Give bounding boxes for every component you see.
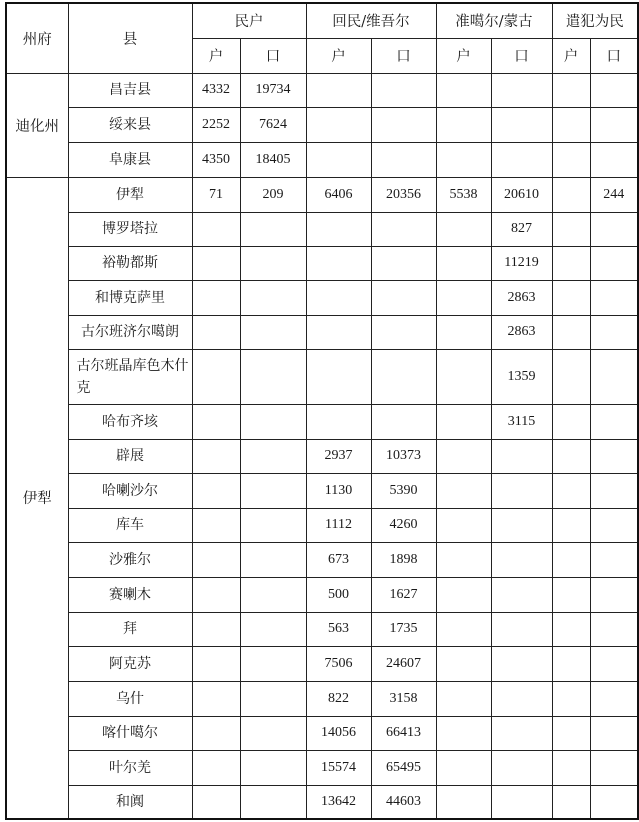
value-cell xyxy=(590,107,638,142)
value-cell xyxy=(240,716,306,750)
value-cell: 71 xyxy=(192,177,240,212)
value-cell: 15574 xyxy=(306,750,371,785)
value-cell: 4260 xyxy=(371,508,436,542)
county-cell: 绥来县 xyxy=(68,107,192,142)
value-cell: 1112 xyxy=(306,508,371,542)
value-cell xyxy=(436,315,491,349)
header-prefecture: 州府 xyxy=(6,3,68,73)
value-cell xyxy=(552,750,590,785)
county-cell: 赛喇木 xyxy=(68,577,192,612)
value-cell xyxy=(371,212,436,246)
value-cell xyxy=(590,750,638,785)
value-cell xyxy=(491,142,552,177)
table-row xyxy=(6,107,638,142)
county-cell: 哈喇沙尔 xyxy=(68,473,192,508)
value-cell xyxy=(590,349,638,404)
value-cell xyxy=(240,681,306,716)
value-cell: 209 xyxy=(240,177,306,212)
value-cell xyxy=(306,73,371,107)
value-cell xyxy=(192,246,240,280)
value-cell xyxy=(192,785,240,819)
value-cell xyxy=(240,508,306,542)
value-cell: 1735 xyxy=(371,612,436,646)
value-cell xyxy=(436,508,491,542)
value-cell xyxy=(491,646,552,681)
county-cell: 喀什噶尔 xyxy=(68,716,192,750)
value-cell: 19734 xyxy=(240,73,306,107)
value-cell xyxy=(240,280,306,315)
value-cell xyxy=(552,349,590,404)
value-cell xyxy=(306,349,371,404)
value-cell xyxy=(590,73,638,107)
value-cell xyxy=(436,750,491,785)
header-kou: 口 xyxy=(491,38,552,73)
value-cell xyxy=(590,646,638,681)
county-cell: 阿克苏 xyxy=(68,646,192,681)
value-cell xyxy=(552,577,590,612)
value-cell: 3115 xyxy=(491,404,552,439)
value-cell: 1627 xyxy=(371,577,436,612)
value-cell xyxy=(552,315,590,349)
value-cell xyxy=(192,315,240,349)
value-cell xyxy=(306,246,371,280)
header-group-qianfan: 遣犯为民 xyxy=(552,3,638,38)
header-row-groups xyxy=(6,3,638,38)
value-cell: 827 xyxy=(491,212,552,246)
value-cell xyxy=(436,612,491,646)
value-cell xyxy=(491,439,552,473)
value-cell xyxy=(436,681,491,716)
value-cell xyxy=(192,349,240,404)
value-cell xyxy=(436,542,491,577)
header-hu: 户 xyxy=(306,38,371,73)
value-cell xyxy=(491,508,552,542)
value-cell xyxy=(240,646,306,681)
table-row xyxy=(6,785,638,819)
value-cell xyxy=(436,73,491,107)
value-cell xyxy=(192,473,240,508)
value-cell: 673 xyxy=(306,542,371,577)
header-hu: 户 xyxy=(552,38,590,73)
value-cell: 13642 xyxy=(306,785,371,819)
value-cell xyxy=(306,142,371,177)
value-cell xyxy=(552,212,590,246)
value-cell: 20610 xyxy=(491,177,552,212)
value-cell xyxy=(436,785,491,819)
value-cell xyxy=(436,404,491,439)
value-cell: 500 xyxy=(306,577,371,612)
value-cell xyxy=(590,142,638,177)
value-cell: 2937 xyxy=(306,439,371,473)
value-cell: 2252 xyxy=(192,107,240,142)
header-group-zhungeer: 准噶尔/蒙古 xyxy=(436,3,552,38)
value-cell xyxy=(590,439,638,473)
value-cell xyxy=(306,280,371,315)
header-county: 县 xyxy=(68,3,192,73)
value-cell: 3158 xyxy=(371,681,436,716)
value-cell xyxy=(371,280,436,315)
census-table-container xyxy=(5,2,639,820)
value-cell xyxy=(436,439,491,473)
value-cell xyxy=(371,246,436,280)
table-row xyxy=(6,750,638,785)
value-cell xyxy=(436,473,491,508)
value-cell: 6406 xyxy=(306,177,371,212)
value-cell xyxy=(240,577,306,612)
value-cell xyxy=(552,785,590,819)
value-cell xyxy=(491,542,552,577)
value-cell xyxy=(491,785,552,819)
value-cell xyxy=(552,508,590,542)
value-cell: 2863 xyxy=(491,280,552,315)
value-cell: 20356 xyxy=(371,177,436,212)
value-cell xyxy=(491,681,552,716)
value-cell xyxy=(436,142,491,177)
value-cell xyxy=(590,612,638,646)
value-cell xyxy=(240,315,306,349)
value-cell xyxy=(590,212,638,246)
value-cell xyxy=(590,315,638,349)
value-cell xyxy=(552,473,590,508)
value-cell xyxy=(552,142,590,177)
value-cell xyxy=(590,280,638,315)
table-row xyxy=(6,246,638,280)
value-cell xyxy=(371,349,436,404)
county-cell: 沙雅尔 xyxy=(68,542,192,577)
value-cell xyxy=(240,785,306,819)
value-cell: 1898 xyxy=(371,542,436,577)
value-cell: 563 xyxy=(306,612,371,646)
county-cell: 乌什 xyxy=(68,681,192,716)
value-cell xyxy=(590,508,638,542)
value-cell: 1130 xyxy=(306,473,371,508)
value-cell xyxy=(192,646,240,681)
value-cell: 66413 xyxy=(371,716,436,750)
value-cell: 7624 xyxy=(240,107,306,142)
value-cell xyxy=(192,404,240,439)
county-cell: 昌吉县 xyxy=(68,73,192,107)
value-cell xyxy=(192,212,240,246)
county-cell: 裕勒都斯 xyxy=(68,246,192,280)
value-cell xyxy=(436,646,491,681)
value-cell: 44603 xyxy=(371,785,436,819)
value-cell: 5390 xyxy=(371,473,436,508)
value-cell: 1359 xyxy=(491,349,552,404)
value-cell xyxy=(192,612,240,646)
value-cell: 65495 xyxy=(371,750,436,785)
value-cell xyxy=(192,542,240,577)
value-cell xyxy=(552,612,590,646)
value-cell xyxy=(192,280,240,315)
table-row xyxy=(6,315,638,349)
value-cell xyxy=(590,404,638,439)
value-cell xyxy=(371,107,436,142)
header-kou: 口 xyxy=(590,38,638,73)
value-cell xyxy=(192,750,240,785)
header-group-huimin: 回民/维吾尔 xyxy=(306,3,436,38)
table-row xyxy=(6,439,638,473)
value-cell xyxy=(552,646,590,681)
county-cell: 拜 xyxy=(68,612,192,646)
table-row xyxy=(6,280,638,315)
value-cell xyxy=(552,681,590,716)
table-row xyxy=(6,716,638,750)
county-cell: 叶尔羌 xyxy=(68,750,192,785)
value-cell: 14056 xyxy=(306,716,371,750)
table-row xyxy=(6,73,638,107)
table-body xyxy=(6,73,638,819)
county-cell: 博罗塔拉 xyxy=(68,212,192,246)
county-cell: 辟展 xyxy=(68,439,192,473)
value-cell xyxy=(306,404,371,439)
value-cell xyxy=(552,716,590,750)
value-cell xyxy=(590,473,638,508)
value-cell xyxy=(240,542,306,577)
value-cell xyxy=(552,439,590,473)
table-row xyxy=(6,473,638,508)
header-kou: 口 xyxy=(240,38,306,73)
value-cell: 4332 xyxy=(192,73,240,107)
value-cell xyxy=(371,404,436,439)
value-cell xyxy=(552,246,590,280)
table-row xyxy=(6,404,638,439)
value-cell xyxy=(590,716,638,750)
county-cell: 库车 xyxy=(68,508,192,542)
value-cell xyxy=(491,473,552,508)
value-cell xyxy=(371,315,436,349)
value-cell xyxy=(371,142,436,177)
table-row xyxy=(6,508,638,542)
table-row xyxy=(6,646,638,681)
table-row xyxy=(6,142,638,177)
value-cell xyxy=(552,542,590,577)
value-cell: 244 xyxy=(590,177,638,212)
value-cell xyxy=(590,542,638,577)
value-cell xyxy=(192,508,240,542)
table-row xyxy=(6,177,638,212)
county-cell: 古尔班晶库色木什克 xyxy=(68,349,192,404)
value-cell xyxy=(552,280,590,315)
value-cell xyxy=(590,785,638,819)
value-cell: 822 xyxy=(306,681,371,716)
value-cell xyxy=(491,73,552,107)
header-hu: 户 xyxy=(436,38,491,73)
value-cell: 18405 xyxy=(240,142,306,177)
value-cell xyxy=(306,212,371,246)
value-cell xyxy=(491,577,552,612)
value-cell xyxy=(436,280,491,315)
value-cell xyxy=(552,177,590,212)
county-cell: 和博克萨里 xyxy=(68,280,192,315)
value-cell xyxy=(436,107,491,142)
table-row xyxy=(6,349,638,404)
value-cell xyxy=(552,107,590,142)
value-cell xyxy=(371,73,436,107)
value-cell xyxy=(240,473,306,508)
value-cell xyxy=(590,577,638,612)
value-cell xyxy=(491,612,552,646)
value-cell xyxy=(436,212,491,246)
value-cell: 7506 xyxy=(306,646,371,681)
table-row xyxy=(6,212,638,246)
value-cell: 4350 xyxy=(192,142,240,177)
value-cell xyxy=(240,750,306,785)
value-cell: 24607 xyxy=(371,646,436,681)
table-row xyxy=(6,542,638,577)
county-cell: 哈布齐垓 xyxy=(68,404,192,439)
county-cell: 阜康县 xyxy=(68,142,192,177)
header-group-minhu: 民户 xyxy=(192,3,306,38)
prefecture-cell: 伊犁 xyxy=(6,177,68,819)
value-cell xyxy=(240,246,306,280)
table-row xyxy=(6,681,638,716)
value-cell xyxy=(491,750,552,785)
value-cell xyxy=(192,439,240,473)
value-cell xyxy=(590,681,638,716)
value-cell xyxy=(436,349,491,404)
value-cell xyxy=(192,716,240,750)
value-cell: 11219 xyxy=(491,246,552,280)
value-cell xyxy=(240,212,306,246)
value-cell xyxy=(240,612,306,646)
value-cell: 2863 xyxy=(491,315,552,349)
county-cell: 伊犁 xyxy=(68,177,192,212)
value-cell xyxy=(192,577,240,612)
value-cell xyxy=(436,577,491,612)
value-cell xyxy=(491,716,552,750)
value-cell xyxy=(240,439,306,473)
value-cell xyxy=(436,246,491,280)
value-cell xyxy=(436,716,491,750)
value-cell xyxy=(306,315,371,349)
county-cell: 古尔班济尔噶朗 xyxy=(68,315,192,349)
value-cell xyxy=(552,404,590,439)
value-cell xyxy=(240,349,306,404)
table-row xyxy=(6,577,638,612)
value-cell: 10373 xyxy=(371,439,436,473)
value-cell xyxy=(306,107,371,142)
value-cell xyxy=(552,73,590,107)
table-row xyxy=(6,612,638,646)
prefecture-cell: 迪化州 xyxy=(6,73,68,177)
value-cell: 5538 xyxy=(436,177,491,212)
value-cell xyxy=(491,107,552,142)
value-cell xyxy=(590,246,638,280)
value-cell xyxy=(240,404,306,439)
header-hu: 户 xyxy=(192,38,240,73)
census-table xyxy=(5,2,639,820)
county-cell: 和阗 xyxy=(68,785,192,819)
value-cell xyxy=(192,681,240,716)
header-kou: 口 xyxy=(371,38,436,73)
